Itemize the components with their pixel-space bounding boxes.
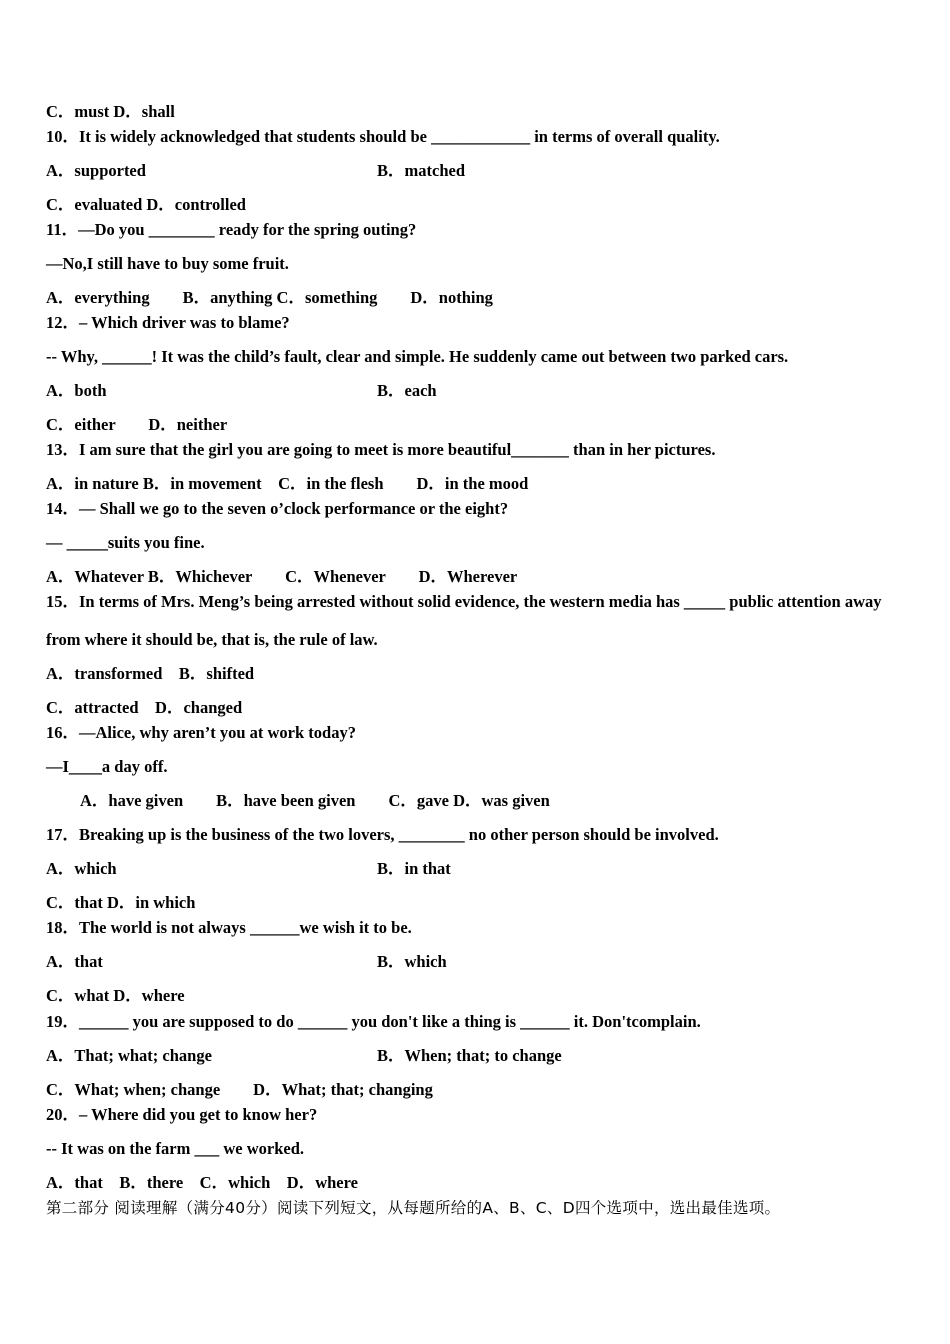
q15-stem-continued: from where it should be, that is, the rule of law.	[46, 630, 378, 649]
q12-reply: -- Why, ______! It was the child’s fault, clear and simple. He suddenly came out between two parked cars.	[46, 347, 789, 366]
q10-option-b: B．matched	[377, 161, 465, 180]
q19-option-a: A．That; what; change	[46, 1046, 212, 1065]
q19-option-b: B．When; that; to change	[377, 1046, 562, 1065]
q15-options-ab: A．transformed B．shifted	[46, 664, 255, 683]
q17-options-cd: C．that D．in which	[46, 893, 196, 912]
q12-option-a: A．both	[46, 381, 107, 400]
q18-options-cd: C．what D．where	[46, 986, 185, 1005]
q17-option-b: B．in that	[377, 859, 451, 878]
q12-stem: 12．– Which driver was to blame?	[46, 313, 290, 332]
q17-stem: 17．Breaking up is the business of the two lovers, ________ no other person should be involved.	[46, 825, 719, 844]
q16-stem: 16．—Alice, why aren’t you at work today?	[46, 723, 356, 742]
q12-option-b: B．each	[377, 381, 437, 400]
q15-stem: 15．In terms of Mrs. Meng’s being arrested without solid evidence, the western media has _____ public attention away	[46, 592, 882, 611]
q14-stem: 14．— Shall we go to the seven o’clock performance or the eight?	[46, 499, 509, 518]
q20-reply: -- It was on the farm ___ we worked.	[46, 1139, 305, 1158]
q14-reply: — _____suits you fine.	[46, 533, 205, 552]
q20-stem: 20．– Where did you get to know her?	[46, 1105, 318, 1124]
q11-reply: —No,I still have to buy some fruit.	[46, 254, 289, 273]
q16-reply: —I____a day off.	[46, 757, 168, 776]
q14-options: A．Whatever B．Whichever C．Whenever D．Wherever	[46, 567, 518, 586]
q11-stem: 11．—Do you ________ ready for the spring outing?	[46, 220, 417, 239]
q18-stem: 18．The world is not always ______we wish it to be.	[46, 918, 412, 937]
q15-options-cd: C．attracted D．changed	[46, 698, 243, 717]
q19-stem: 19．______ you are supposed to do ______ you don't like a thing is ______ it. Don'tcomplain.	[46, 1012, 701, 1031]
q11-options: A．everything B．anything C．something D．nothing	[46, 288, 493, 307]
q10-stem: 10．It is widely acknowledged that students should be ____________ in terms of overall quality.	[46, 127, 720, 146]
q13-stem: 13．I am sure that the girl you are going to meet is more beautiful_______ than in her pictures.	[46, 440, 716, 459]
q16-options: A．have given B．have been given C．gave D．was given	[80, 791, 550, 810]
q17-option-a: A．which	[46, 859, 117, 878]
q19-options-cd: C．What; when; change D．What; that; changing	[46, 1080, 433, 1099]
q10-option-a: A．supported	[46, 161, 146, 180]
q18-option-b: B．which	[377, 952, 447, 971]
q13-options: A．in nature B．in movement C．in the flesh D．in the mood	[46, 474, 529, 493]
q18-option-a: A．that	[46, 952, 103, 971]
q12-options-cd: C．either D．neither	[46, 415, 228, 434]
q10-options-cd: C．evaluated D．controlled	[46, 195, 246, 214]
section-heading: 第二部分 阅读理解（满分40分）阅读下列短文，从每题所给的A、B、C、D四个选项中，选出最佳选项。	[46, 1199, 781, 1217]
q20-options: A．that B．there C．which D．where	[46, 1173, 358, 1192]
q9-options-cd: C．must D．shall	[46, 102, 175, 121]
